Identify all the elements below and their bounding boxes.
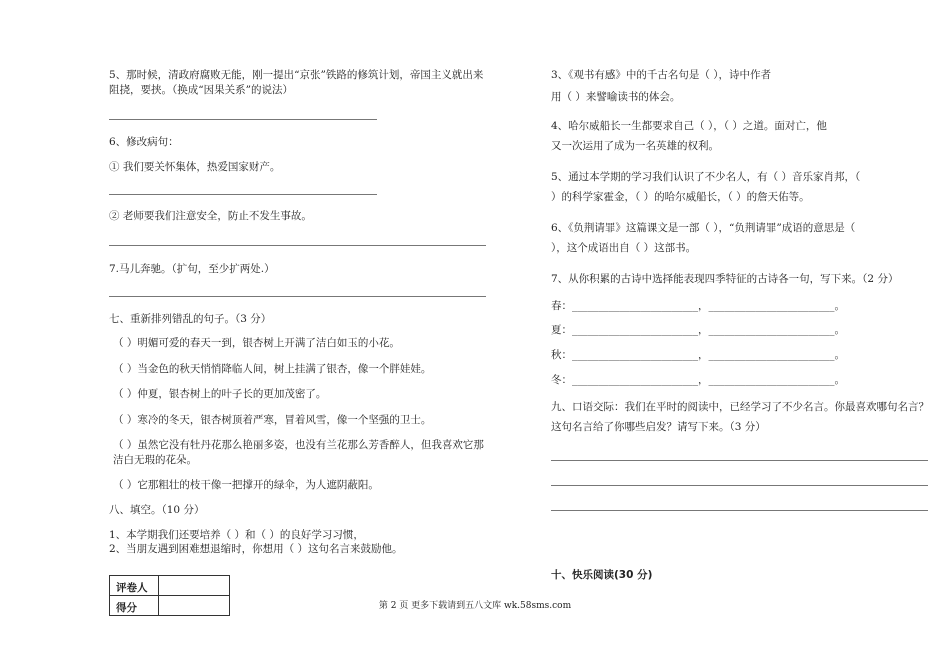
answer-line[interactable] bbox=[109, 296, 486, 297]
right-q5-line2: ）的科学家霍金，（ ）的哈尔威船长，（ ）的詹天佑等。 bbox=[551, 191, 810, 203]
right-q7: 7、从你积累的古诗中选择能表现四季特征的古诗各一句，写下来。（2 分） bbox=[551, 273, 899, 285]
right-q5-line1: 5、通过本学期的学习我们认识了不少名人，有（ ）音乐家肖邦，（ bbox=[551, 171, 861, 183]
right-q6-line1: 6、《负荆请罪》这篇课文是一部（ ），“负荆请罪”成语的意思是（ bbox=[551, 222, 856, 234]
sentence-item-cont: 洁白无瑕的花朵。 bbox=[113, 454, 197, 466]
score-label: 得分 bbox=[110, 596, 159, 616]
answer-line[interactable] bbox=[109, 245, 486, 246]
sentence-item: （ ）寒冷的冬天，银杏树顶着严寒，冒着风雪，像一个坚强的卫士。 bbox=[113, 414, 432, 426]
season-summer[interactable]: 夏：________________________，________________________。 bbox=[551, 324, 845, 336]
grader-cell[interactable] bbox=[159, 576, 230, 596]
section-7-title: 七、重新排列错乱的句子。（3 分） bbox=[109, 313, 272, 325]
left-q7: 7.马儿奔驰。（扩句，至少扩两处.） bbox=[109, 263, 275, 275]
answer-line[interactable] bbox=[551, 485, 928, 486]
left-q6-item2: ② 老师要我们注意安全，防止不发生事故。 bbox=[109, 210, 312, 222]
sentence-item: （ ）当金色的秋天悄悄降临人间，树上挂满了银杏，像一个胖娃娃。 bbox=[113, 363, 432, 375]
sentence-item: （ ）仲夏，银杏树上的叶子长的更加茂密了。 bbox=[113, 388, 327, 400]
grader-label: 评卷人 bbox=[110, 576, 159, 596]
sentence-item: （ ）虽然它没有牡丹花那么艳丽多姿，也没有兰花那么芳香醉人，但我喜欢它那 bbox=[113, 439, 484, 451]
answer-line[interactable] bbox=[551, 460, 928, 461]
answer-line[interactable] bbox=[109, 119, 377, 120]
left-q6-title: 6、修改病句： bbox=[109, 136, 179, 148]
right-q4-line2: 又一次运用了成为一名英雄的权利。 bbox=[551, 140, 719, 152]
left-q5-line2: 阻挠，要挟。（换成“因果关系”的说法） bbox=[109, 84, 293, 96]
right-q6-line2: ），这个成语出自（ ）这部书。 bbox=[551, 242, 697, 254]
page-footer: 第 2 页 更多下载请到五八文库 wk.58sms.com bbox=[378, 601, 572, 611]
right-q4-line1: 4、哈尔威船长一生都要求自己（ ），（ ）之道。面对亡，他 bbox=[551, 120, 827, 132]
sentence-item: （ ）它那粗壮的枝干像一把撑开的绿伞，为人遮阴蔽阳。 bbox=[113, 479, 379, 491]
fill-item-1: 1、本学期我们还要培养（ ）和（ ）的良好学习习惯， bbox=[109, 529, 364, 541]
section-9-line1: 九、口语交际：我们在平时的阅读中，已经学习了不少名言。你最喜欢哪句名言？ bbox=[551, 401, 929, 413]
season-winter[interactable]: 冬：________________________，________________________。 bbox=[551, 374, 845, 386]
season-autumn[interactable]: 秋：________________________，________________________。 bbox=[551, 349, 845, 361]
section-10-title: 十、快乐阅读(30 分) bbox=[551, 569, 653, 581]
left-q5-line1: 5、那时候，清政府腐败无能，刚一提出“京张”铁路的修筑计划，帝国主义就出来 bbox=[109, 69, 484, 81]
fill-item-2: 2、当朋友遇到困难想退缩时，你想用（ ）这句名言来鼓励他。 bbox=[109, 543, 403, 555]
answer-line[interactable] bbox=[551, 510, 928, 511]
answer-line[interactable] bbox=[109, 194, 377, 195]
season-spring[interactable]: 春：________________________，________________________。 bbox=[551, 300, 845, 312]
section-9-line2: 这句名言给了你哪些启发？请写下来。（3 分） bbox=[551, 421, 766, 433]
right-q3-line2: 用（ ）来譬喻读书的体会。 bbox=[551, 91, 681, 103]
section-8-title: 八、填空。（10 分） bbox=[109, 504, 205, 516]
sentence-item: （ ）明媚可爱的春天一到，银杏树上开满了洁白如玉的小花。 bbox=[113, 337, 400, 349]
right-q3-line1: 3、《观书有感》中的千古名句是（ ），诗中作者 bbox=[551, 69, 772, 81]
left-q6-item1: ① 我们要关怀集体，热爱国家财产。 bbox=[109, 161, 281, 173]
